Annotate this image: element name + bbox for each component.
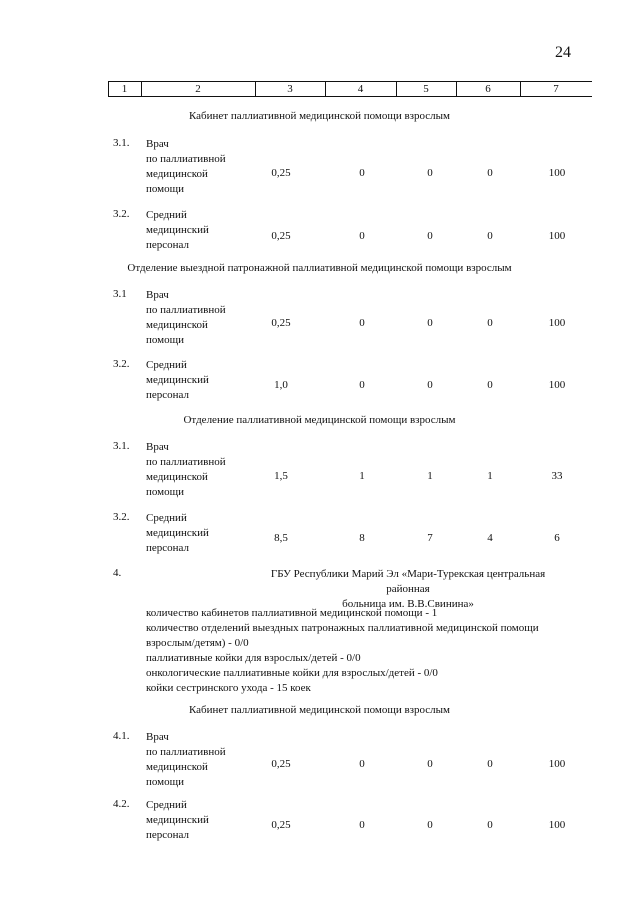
- cell-col-6: 0: [487, 167, 493, 179]
- row-name: Средний медицинский персонал: [146, 799, 209, 841]
- row-number: 3.2.: [113, 208, 130, 220]
- row-name: Врач по паллиативной медицинской помощи: [146, 138, 226, 195]
- row-name: Врач по паллиативной медицинской помощи: [146, 289, 226, 346]
- cell-col-7: 100: [548, 819, 566, 831]
- cell-col-3: 1,5: [274, 470, 288, 482]
- cell-col-4: 0: [359, 317, 365, 329]
- cell-col-7: 33: [551, 470, 563, 482]
- cell-col-5: 0: [427, 379, 433, 391]
- cell-col-5: 0: [427, 819, 433, 831]
- cell-col-6: 0: [487, 230, 493, 242]
- cell-col-4: 0: [359, 379, 365, 391]
- cell-col-5: 0: [427, 167, 433, 179]
- cell-col-4: 0: [359, 819, 365, 831]
- cell-col-4: 1: [359, 470, 365, 482]
- cell-col-3: 0,25: [271, 317, 291, 329]
- cell-col-6: 0: [487, 317, 493, 329]
- org-info: количество кабинетов паллиативной медицинской помощи - 1 количество отделений выездных патронажных паллиативной медицинской помощи взрослым/детям) - 0/0 паллиативные койки для взрослых/детей - 0/0 онкологические паллиативные койки для взрослых/детей - 0/0 койки сестринского ухода - 15 коек: [146, 607, 539, 694]
- row-name: Врач по паллиативной медицинской помощи: [146, 441, 226, 498]
- row-number: 4.2.: [113, 798, 130, 810]
- cell-col-7: 100: [548, 167, 566, 179]
- header-col-6: 6: [485, 83, 491, 95]
- row-number: 3.1.: [113, 440, 130, 452]
- row-number: 4.1.: [113, 730, 130, 742]
- cell-col-7: 6: [554, 532, 560, 544]
- row-number: 3.2.: [113, 358, 130, 370]
- row-name: Средний медицинский персонал: [146, 209, 209, 251]
- cell-col-7: 100: [548, 379, 566, 391]
- header-col-7: 7: [553, 83, 559, 95]
- row-number: 3.2.: [113, 511, 130, 523]
- cell-col-5: 7: [427, 532, 433, 544]
- cell-col-3: 0,25: [271, 167, 291, 179]
- page-number: 24: [555, 44, 571, 61]
- cell-col-3: 8,5: [274, 532, 288, 544]
- section-title: Отделение выездной патронажной паллиативной медицинской помощи взрослым: [127, 262, 512, 274]
- header-col-4: 4: [357, 83, 364, 95]
- cell-col-5: 0: [427, 317, 433, 329]
- cell-col-5: 0: [427, 758, 433, 770]
- header-col-3: 3: [287, 83, 293, 95]
- row-number: 3.1.: [113, 137, 130, 149]
- cell-col-6: 0: [487, 819, 493, 831]
- cell-col-3: 0,25: [271, 758, 291, 770]
- cell-col-4: 0: [359, 758, 365, 770]
- section-title: Кабинет паллиативной медицинской помощи взрослым: [188, 704, 451, 716]
- org-number: 4.: [113, 567, 122, 579]
- section-title: Отделение паллиативной медицинской помощи взрослым: [183, 414, 456, 426]
- table-header: [108, 81, 592, 97]
- cell-col-6: 0: [487, 379, 493, 391]
- cell-col-4: 8: [359, 532, 365, 544]
- cell-col-5: 1: [427, 470, 433, 482]
- cell-col-6: 4: [487, 532, 493, 544]
- row-name: Врач по паллиативной медицинской помощи: [146, 731, 226, 788]
- row-name: Средний медицинский персонал: [146, 359, 209, 401]
- org-name: ГБУ Республики Марий Эл «Мари-Турекская центральная районная больница им. В.В.Свинина»: [270, 568, 546, 610]
- cell-col-7: 100: [548, 230, 566, 242]
- cell-col-4: 0: [359, 167, 365, 179]
- cell-col-4: 0: [359, 230, 365, 242]
- cell-col-6: 0: [487, 758, 493, 770]
- header-col-2: 2: [195, 83, 201, 95]
- cell-col-7: 100: [548, 317, 566, 329]
- cell-col-3: 1,0: [274, 379, 288, 391]
- cell-col-6: 1: [487, 470, 493, 482]
- cell-col-3: 0,25: [271, 230, 291, 242]
- cell-col-3: 0,25: [271, 819, 291, 831]
- section-title: Кабинет паллиативной медицинской помощи взрослым: [188, 110, 451, 122]
- header-col-5: 5: [423, 83, 429, 95]
- row-name: Средний медицинский персонал: [146, 512, 209, 554]
- header-col-1: 1: [121, 83, 128, 95]
- row-number: 3.1: [113, 288, 127, 300]
- cell-col-5: 0: [427, 230, 433, 242]
- cell-col-7: 100: [548, 758, 566, 770]
